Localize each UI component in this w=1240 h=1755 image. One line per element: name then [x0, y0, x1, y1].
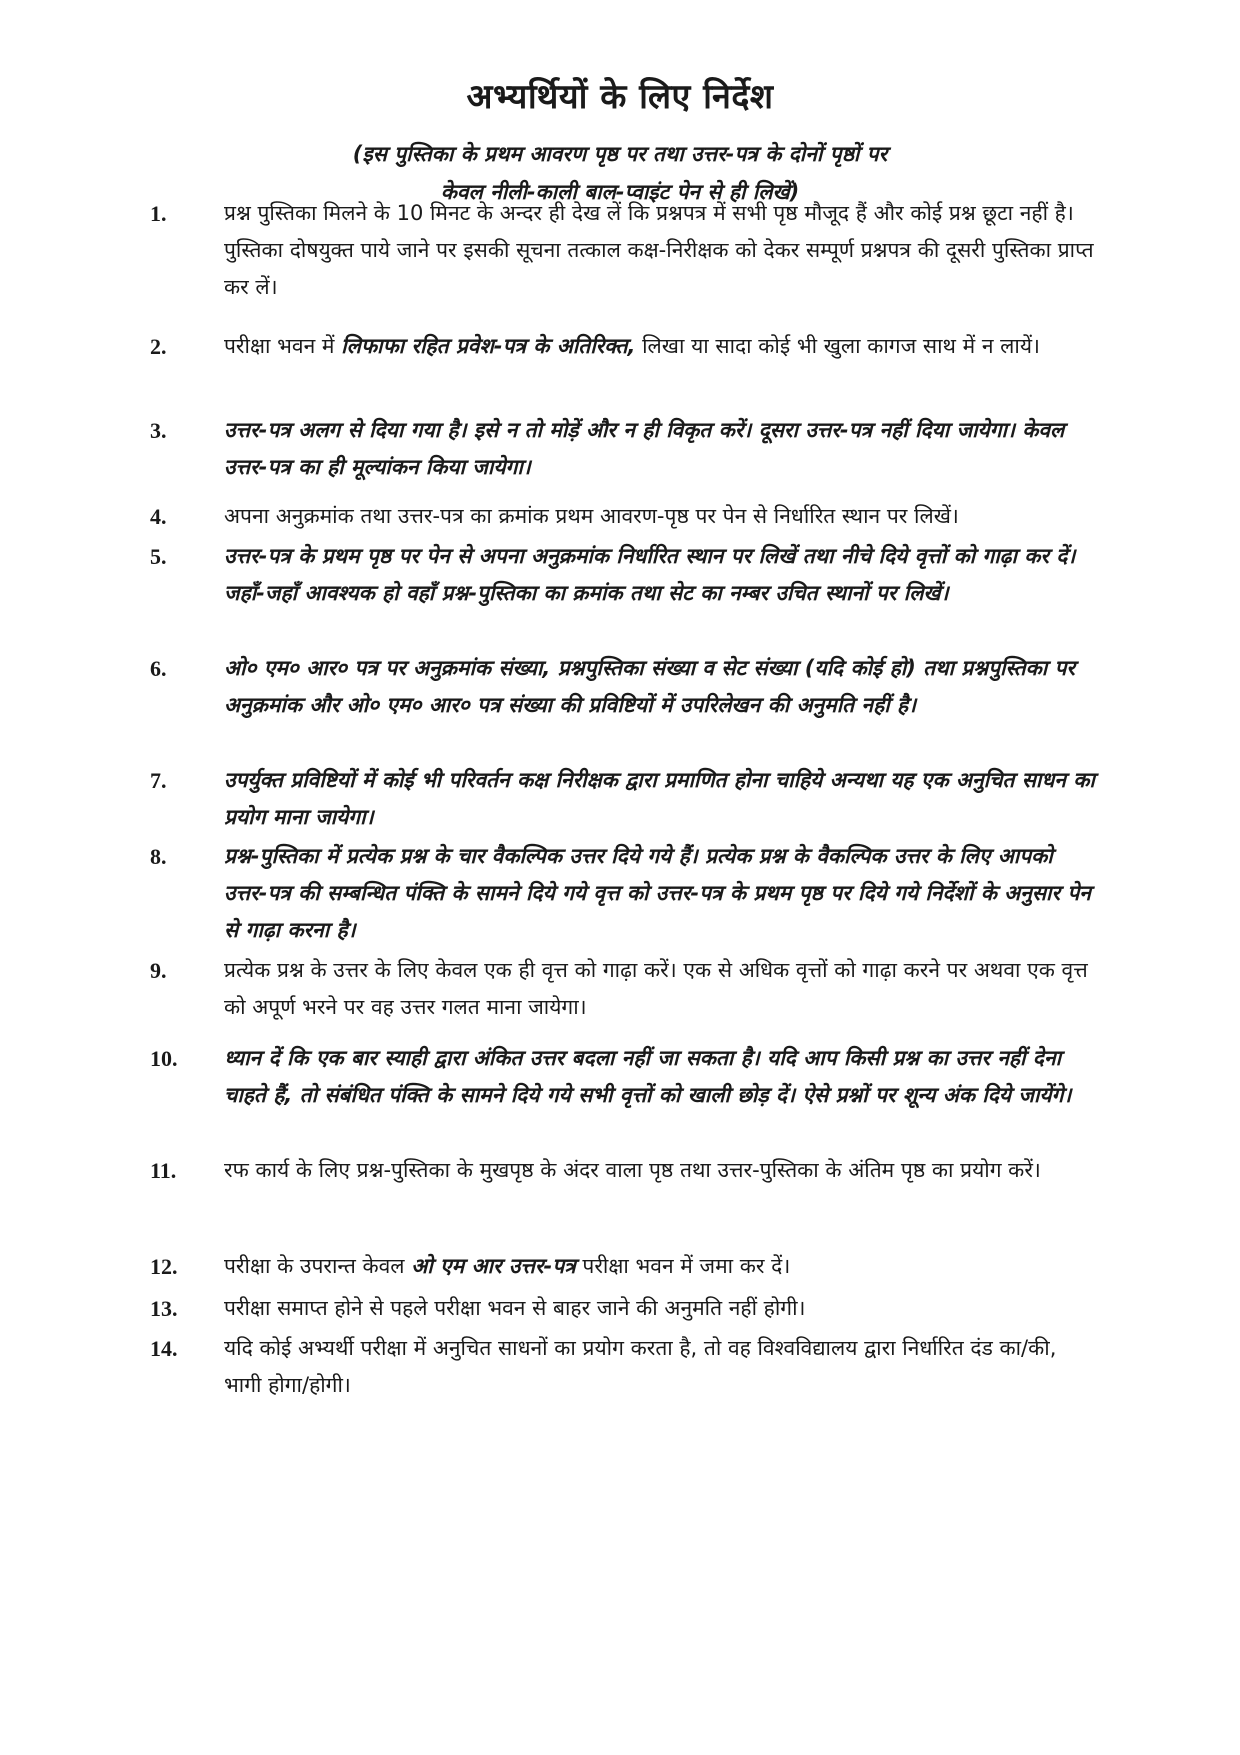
item-text: यदि कोई अभ्यर्थी परीक्षा में अनुचित साधनों का प्रयोग करता है, तो वह विश्वविद्यालय द्वारा निर्धारित दंड का/की, भागी होगा/होगी।	[224, 1336, 1057, 1397]
item-text-part: परीक्षा के उपरान्त केवल	[224, 1254, 412, 1278]
item-text-emphasis: लिफाफा रहित प्रवेश-पत्र के अतिरिक्त,	[341, 334, 636, 358]
item-number: 4.	[150, 504, 167, 529]
item-text: उत्तर-पत्र के प्रथम पृष्ठ पर पेन से अपना अनुक्रमांक निर्धारित स्थान पर लिखें तथा नीचे दिये वृत्तों को गाढ़ा कर दें। जहाँ-जहाँ आवश्यक हो वहाँ प्रश्न-पुस्तिका का क्रमांक तथा सेट का नम्बर उचित स्थानों पर लिखें।	[224, 544, 1076, 605]
item-text: ओ० एम० आर० पत्र पर अनुक्रमांक संख्या, प्रश्नपुस्तिका संख्या व सेट संख्या (यदि कोई हो) तथा प्रश्नपुस्तिका पर अनुक्रमांक और ओ० एम० आर० पत्र संख्या की प्रविष्टियों में उपरिलेखन की अनुमति नहीं है।	[224, 656, 1075, 717]
item-number: 12.	[150, 1254, 178, 1279]
item-number: 8.	[150, 844, 167, 869]
item-number: 3.	[150, 418, 167, 443]
item-text-part: परीक्षा भवन में जमा कर दें।	[575, 1254, 791, 1278]
item-text: परीक्षा समाप्त होने से पहले परीक्षा भवन से बाहर जाने की अनुमति नहीं होगी।	[224, 1296, 806, 1320]
item-number: 9.	[150, 958, 167, 983]
subtitle-line: (इस पुस्तिका के प्रथम आवरण पृष्ठ पर तथा उत्तर-पत्र के दोनों पृष्ठों पर	[352, 142, 888, 166]
item-text-part: केवल उत्तर-पत्र का ही मूल्यांकन किया जायेगा।	[224, 418, 1065, 479]
item-number: 6.	[150, 656, 167, 681]
item-text: उपर्युक्त प्रविष्टियों में कोई भी परिवर्तन कक्ष निरीक्षक द्वारा प्रमाणित होना चाहिये अन्यथा यह एक अनुचित साधन का प्रयोग माना जायेगा।	[224, 768, 1095, 829]
item-text: प्रश्न पुस्तिका मिलने के 10 मिनट के अन्दर ही देख लें कि प्रश्नपत्र में सभी पृष्ठ मौजूद हैं और कोई प्रश्न छूटा नहीं है। पुस्तिका दोषयुक्त पाये जाने पर इसकी सूचना तत्काल कक्ष-निरीक्षक को देकर सम्पूर्ण प्रश्नपत्र की दूसरी पुस्तिका प्राप्त कर लें।	[224, 201, 1094, 299]
item-number: 13.	[150, 1296, 178, 1321]
item-number: 11.	[150, 1158, 177, 1183]
item-text	[224, 1248, 1100, 1285]
item-text-part: लिखा या सादा कोई भी खुला कागज साथ में न लायें।	[635, 334, 1040, 358]
item-text-part: उत्तर-पत्र अलग से दिया गया है। इसे न तो मोड़ें और न ही विकृत करें। दूसरा उत्तर-पत्र नहीं दिया जायेगा।	[224, 418, 1015, 442]
item-text: अपना अनुक्रमांक तथा उत्तर-पत्र का क्रमांक प्रथम आवरण-पृष्ठ पर पेन से निर्धारित स्थान पर लिखें।	[224, 504, 959, 528]
item-text: रफ कार्य के लिए प्रश्न-पुस्तिका के मुखपृष्ठ के अंदर वाला पृष्ठ तथा उत्तर-पुस्तिका के अंतिम पृष्ठ का प्रयोग करें।	[224, 1158, 1041, 1182]
item-number: 7.	[150, 768, 167, 793]
item-text: ध्यान दें कि एक बार स्याही द्वारा अंकित उत्तर बदला नहीं जा सकता है। यदि आप किसी प्रश्न का उत्तर नहीं देना चाहते हैं, तो संबंधित पंक्ति के सामने दिये गये सभी वृत्तों को खाली छोड़ दें। ऐसे प्रश्नों पर शून्य अंक दिये जायेंगे।	[224, 1046, 1072, 1107]
item-text: प्रत्येक प्रश्न के उत्तर के लिए केवल एक ही वृत्त को गाढ़ा करें। एक से अधिक वृत्तों को गाढ़ा करने पर अथवा एक वृत्त को अपूर्ण भरने पर वह उत्तर गलत माना जायेगा।	[224, 958, 1088, 1019]
subtitle-line: केवल नीली-काली बाल-प्वाइंट पेन से ही लिखें)	[440, 180, 800, 204]
item-text-part: परीक्षा भवन में	[224, 334, 342, 358]
item-text-emphasis: ओ एम आर उत्तर-पत्र	[411, 1254, 576, 1278]
item-number: 5.	[150, 544, 167, 569]
item-number: 14.	[150, 1336, 178, 1361]
page-title: अभ्यर्थियों के लिए निर्देश	[466, 77, 774, 117]
item-number: 10.	[150, 1046, 178, 1071]
item-text: प्रश्न-पुस्तिका में प्रत्येक प्रश्न के चार वैकल्पिक उत्तर दिये गये हैं। प्रत्येक प्रश्न के वैकल्पिक उत्तर के लिए आपको उत्तर-पत्र की सम्बन्धित पंक्ति के सामने दिये गये वृत्त को उत्तर-पत्र के प्रथम पृष्ठ पर दिये गये निर्देशों के अनुसार पेन से गाढ़ा करना है।	[224, 844, 1091, 942]
item-text	[224, 412, 1100, 486]
item-number: 2.	[150, 334, 167, 359]
item-number: 1.	[150, 201, 167, 226]
item-text	[224, 328, 1100, 365]
